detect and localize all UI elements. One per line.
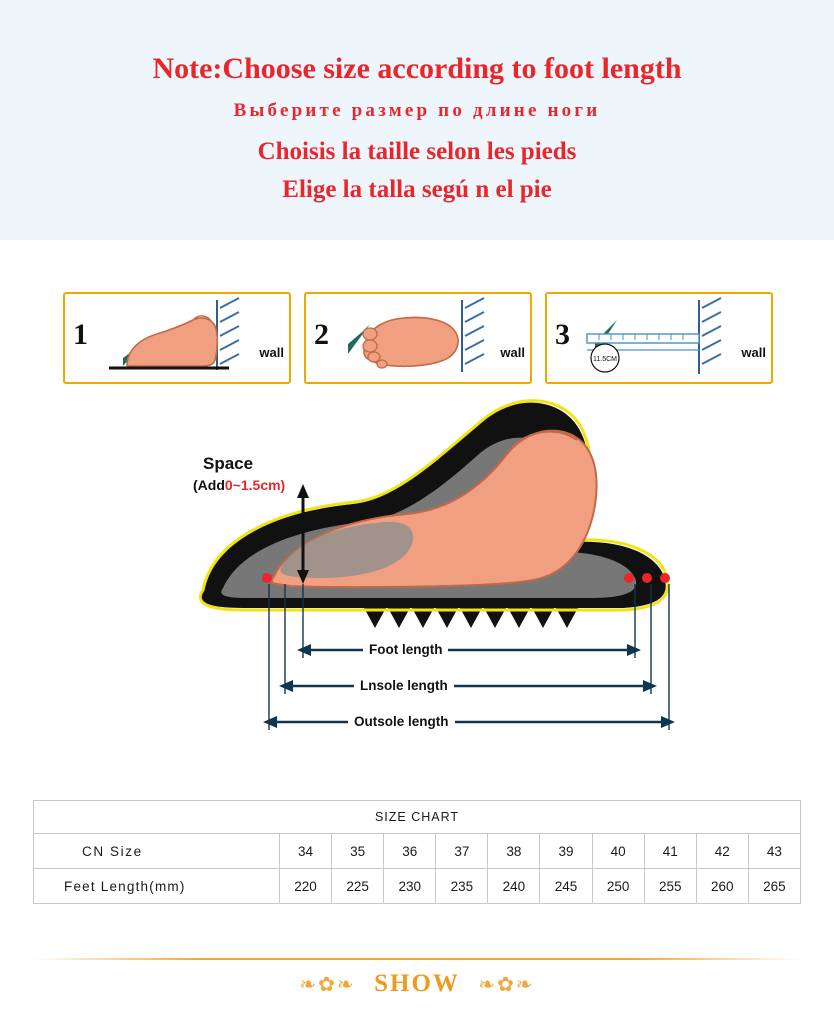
cell-feet-length: 230 bbox=[384, 869, 436, 904]
cell-feet-length: 220 bbox=[280, 869, 332, 904]
space-add-value: 0~1.5cm) bbox=[224, 477, 286, 493]
footer-show-banner bbox=[0, 950, 834, 1024]
cell-cn-size: 37 bbox=[436, 834, 488, 869]
step3-badge-text: 11.5CM bbox=[593, 356, 617, 363]
footer-center bbox=[0, 970, 834, 998]
cell-feet-length: 225 bbox=[332, 869, 384, 904]
step-wall-label: wall bbox=[500, 345, 525, 360]
cell-cn-size: 40 bbox=[592, 834, 644, 869]
space-add-prefix: (Add bbox=[193, 477, 225, 493]
table-row bbox=[34, 869, 801, 904]
step-box-3 bbox=[545, 292, 773, 384]
step-number: 2 bbox=[314, 318, 329, 351]
step-number: 3 bbox=[555, 318, 570, 351]
cell-cn-size: 36 bbox=[384, 834, 436, 869]
step2-foot-bottom-icon bbox=[306, 294, 532, 384]
size-chart-title: SIZE CHART bbox=[34, 801, 801, 834]
cell-feet-length: 265 bbox=[748, 869, 800, 904]
size-chart-table bbox=[33, 800, 801, 904]
cell-feet-length: 245 bbox=[540, 869, 592, 904]
insole-length-label: Lnsole length bbox=[354, 678, 454, 693]
footer-divider bbox=[33, 958, 801, 960]
cell-cn-size: 35 bbox=[332, 834, 384, 869]
footer-show-label: SHOW bbox=[374, 970, 460, 997]
cell-feet-length: 235 bbox=[436, 869, 488, 904]
outsole-length-label: Outsole length bbox=[348, 714, 455, 729]
foot-length-label: Foot length bbox=[363, 642, 448, 657]
cell-cn-size: 43 bbox=[748, 834, 800, 869]
cell-feet-length: 260 bbox=[696, 869, 748, 904]
cell-feet-length: 255 bbox=[644, 869, 696, 904]
foot-in-shoe-illustration bbox=[63, 392, 773, 762]
step1-foot-side-icon bbox=[65, 294, 291, 384]
cell-feet-length: 240 bbox=[488, 869, 540, 904]
step-number: 1 bbox=[73, 318, 88, 351]
table-row-title bbox=[34, 801, 801, 834]
size-chart bbox=[33, 800, 801, 904]
row-label-feet-length: Feet Length(mm) bbox=[34, 869, 280, 904]
header-banner bbox=[0, 0, 834, 240]
header-title-en: Note:Choose size according to foot length bbox=[152, 52, 682, 85]
cell-feet-length: 250 bbox=[592, 869, 644, 904]
row-label-cn-size: CN Size bbox=[34, 834, 280, 869]
table-row bbox=[34, 834, 801, 869]
space-add-label bbox=[193, 477, 285, 493]
space-label: Space bbox=[203, 454, 254, 473]
cell-cn-size: 39 bbox=[540, 834, 592, 869]
ornament-left-icon: ❧✿❧ bbox=[299, 973, 356, 996]
step3-ruler-icon bbox=[547, 294, 773, 384]
ornament-right-icon: ❧✿❧ bbox=[478, 973, 535, 996]
measure-steps bbox=[63, 292, 773, 384]
cell-cn-size: 34 bbox=[280, 834, 332, 869]
foot-shoe-svg bbox=[63, 392, 773, 762]
step-box-1 bbox=[63, 292, 291, 384]
header-title-ru: Выберите размер по длине ноги bbox=[233, 100, 601, 121]
cell-cn-size: 42 bbox=[696, 834, 748, 869]
cell-cn-size: 41 bbox=[644, 834, 696, 869]
step-box-2 bbox=[304, 292, 532, 384]
header-title-fr: Choisis la taille selon les pieds bbox=[257, 138, 577, 165]
step-wall-label: wall bbox=[741, 345, 766, 360]
step-wall-label: wall bbox=[259, 345, 284, 360]
cell-cn-size: 38 bbox=[488, 834, 540, 869]
header-title-es: Elige la talla segú n el pie bbox=[282, 176, 552, 203]
